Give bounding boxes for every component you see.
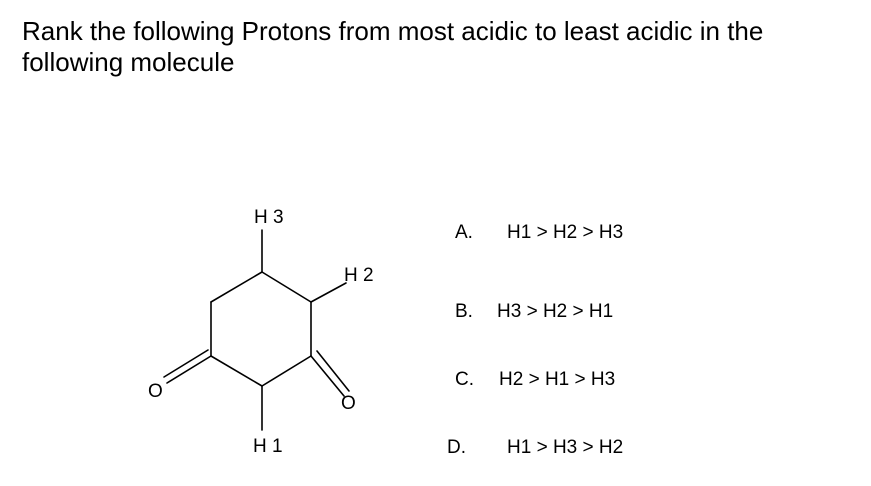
ring-bond-bottom-right — [262, 356, 311, 386]
carbonyl-left-bond-2 — [164, 350, 208, 377]
choice-d-letter: D. — [447, 437, 466, 458]
label-h1: H 1 — [253, 436, 283, 457]
label-oxygen-right: O — [341, 393, 356, 414]
question-text: Rank the following Protons from most acidic to least acidic in the following molecule — [22, 16, 764, 77]
choice-b-letter: B. — [455, 301, 473, 322]
ring-bond-bottom-left — [211, 356, 262, 386]
carbonyl-right-bond-1 — [311, 356, 344, 396]
carbonyl-right-bond-2 — [317, 351, 349, 391]
choice-c-text: H2 > H1 > H3 — [499, 369, 616, 390]
ring-bond-top-right — [262, 272, 311, 302]
ring-bond-top-left — [211, 272, 262, 302]
choice-d-text: H1 > H3 > H2 — [507, 437, 624, 458]
choice-b-text: H3 > H2 > H1 — [497, 301, 614, 322]
label-oxygen-left: O — [148, 381, 163, 402]
choice-c-letter: C. — [455, 369, 474, 390]
label-h3: H 3 — [254, 207, 284, 228]
bond-h2 — [311, 283, 346, 302]
choice-a-letter: A. — [455, 222, 473, 243]
choice-a-text: H1 > H2 > H3 — [507, 222, 624, 243]
label-h2: H 2 — [344, 265, 374, 286]
carbonyl-left-bond-1 — [167, 356, 211, 383]
